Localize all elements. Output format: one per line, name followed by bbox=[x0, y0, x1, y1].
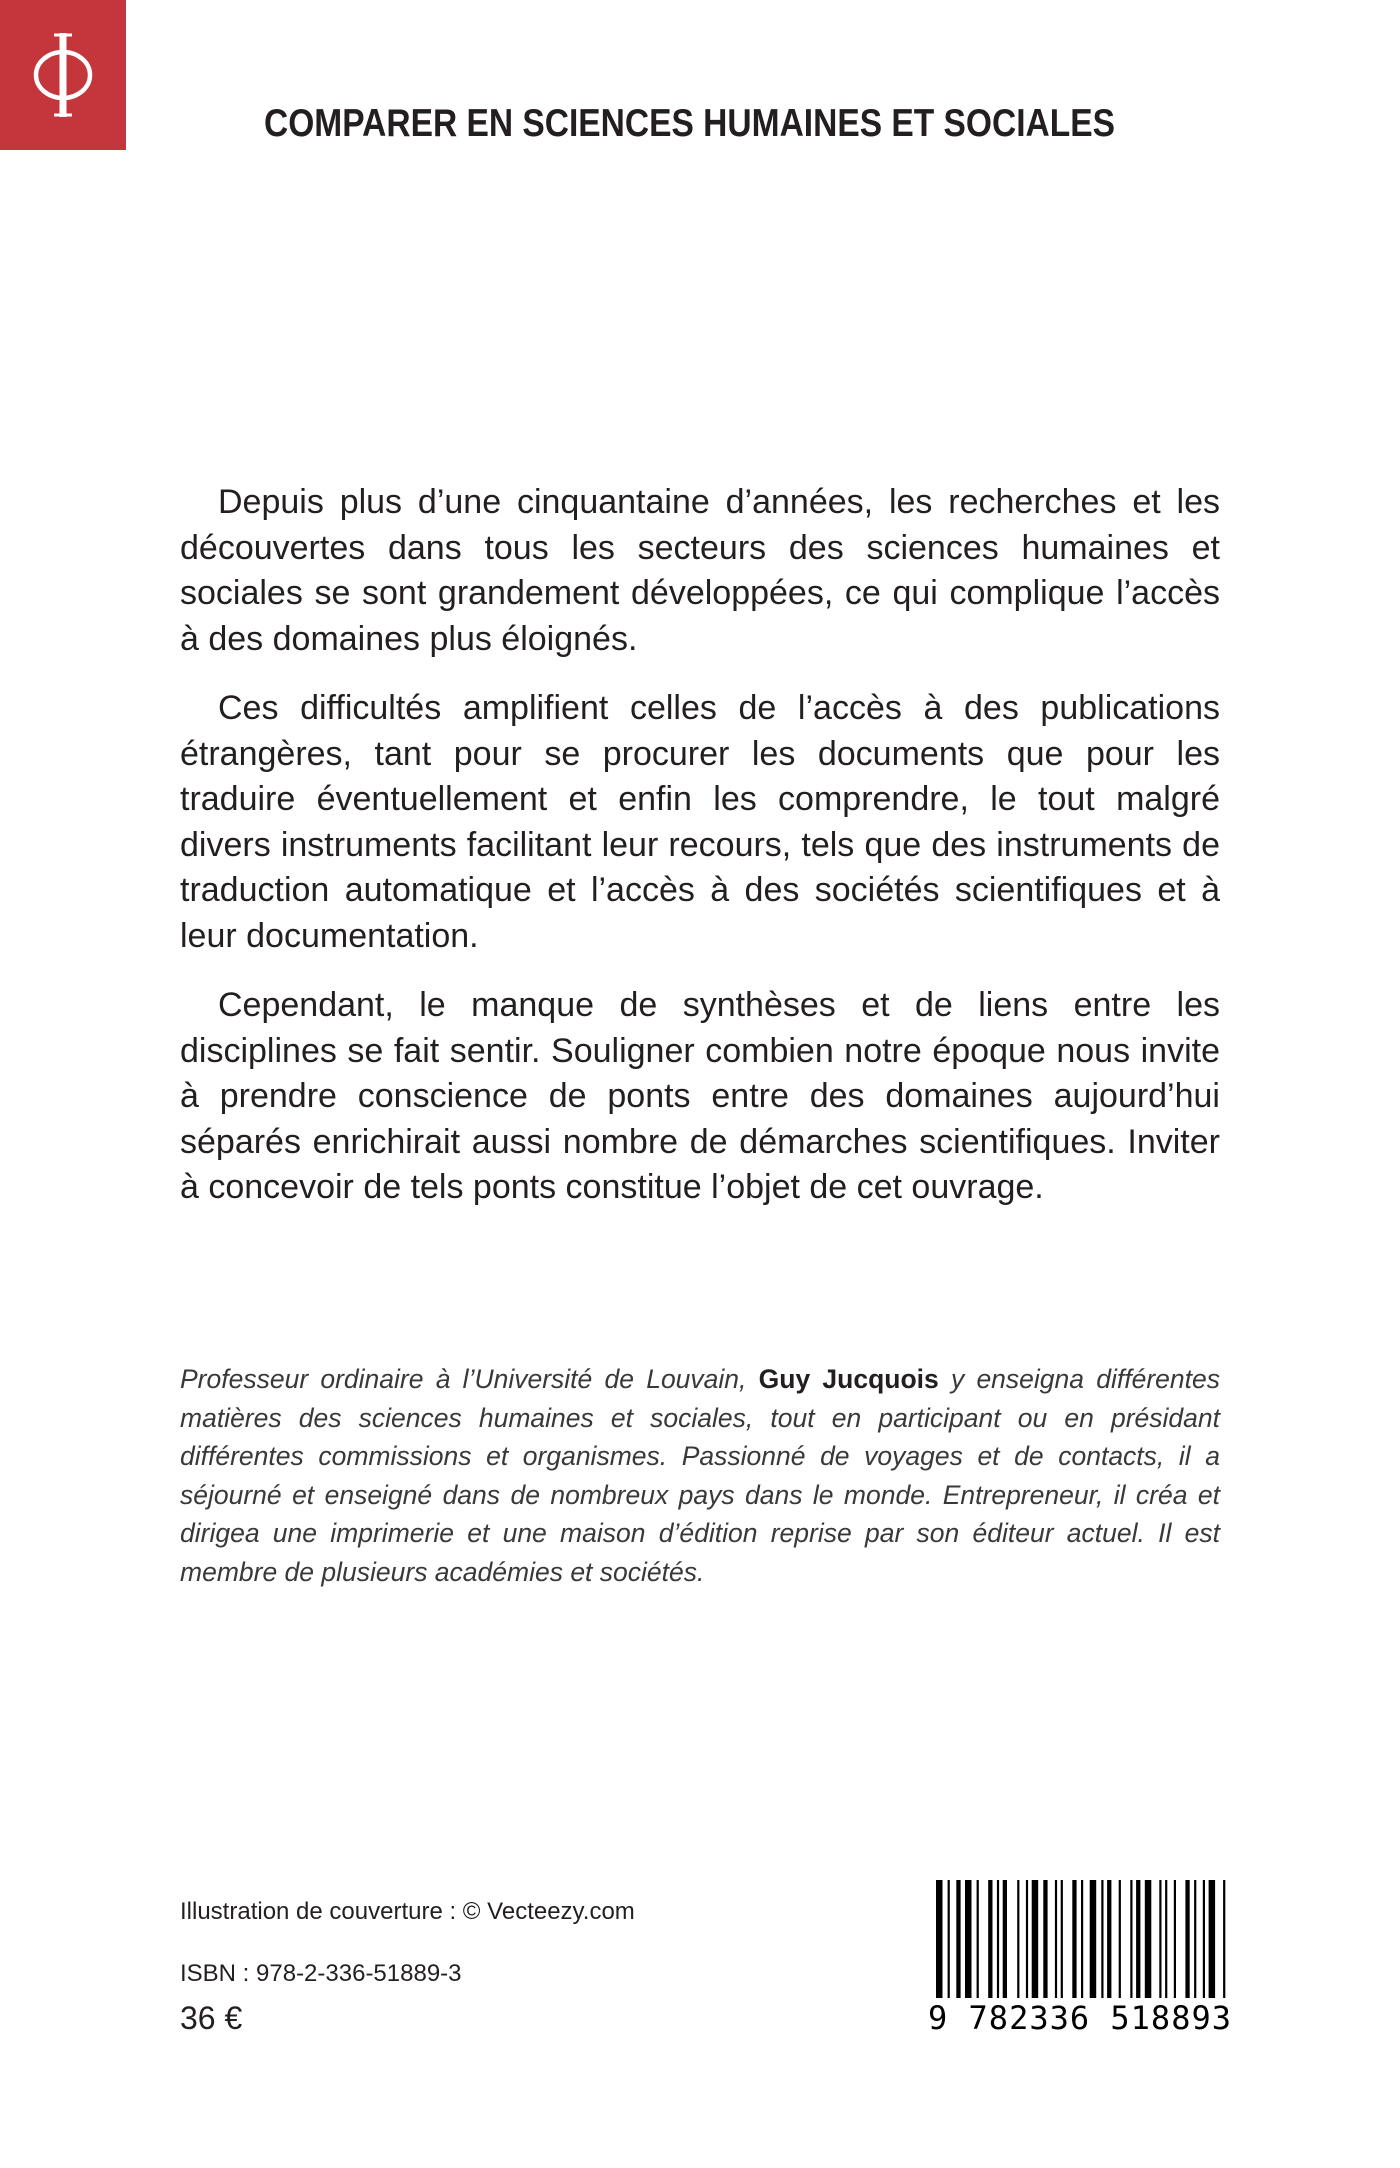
summary-text bbox=[180, 480, 1220, 1235]
series-title: COMPARER EN SCIENCES HUMAINES ET SOCIALES bbox=[264, 102, 1116, 145]
barcode-bar bbox=[1185, 1880, 1189, 1998]
barcode-bar bbox=[1055, 1880, 1057, 1998]
barcode-bar bbox=[977, 1880, 979, 1998]
isbn: ISBN : 978-2-336-51889-3 bbox=[180, 1960, 462, 1987]
barcode-bar bbox=[1165, 1880, 1167, 1998]
barcode-bar bbox=[1130, 1880, 1132, 1998]
barcode-bar bbox=[965, 1880, 972, 1998]
barcode-bar bbox=[1223, 1880, 1225, 1998]
author-name: Guy Jucquois bbox=[758, 1364, 939, 1394]
barcode-bar bbox=[1061, 1880, 1063, 1998]
cover-credit: Illustration de couverture : © Vecteezy.com bbox=[180, 1898, 635, 1925]
barcode-bar bbox=[1072, 1880, 1076, 1998]
bio-text-after: y enseigna différentes matières des sciences humaines et sociales, tout en participant ou en présidant différentes commissions et organismes. Passionné de voyages et de contacts, il a séjourné et enseigné dans de nombreux pays dans le monde. Entrepreneur, il créa et dirigea une imprimerie et une maison d’édition reprise par son éditeur actuel. Il est membre de plusieurs académies et sociétés. bbox=[180, 1364, 1220, 1587]
summary-paragraph: Cependant, le manque de synthèses et de liens entre les disciplines se fait sentir. Souligner combien notre époque nous invite à prendre conscience de ponts entre des domaines aujourd’hui séparés enrichirait aussi nombre de démarches scientifiques. Inviter à concevoir de tels ponts constitue l’objet de cet ouvrage. bbox=[180, 986, 1220, 1206]
barcode-bar bbox=[1090, 1880, 1097, 1998]
barcode-bar bbox=[997, 1880, 999, 1998]
barcode-bar bbox=[1026, 1880, 1028, 1998]
barcode-bar bbox=[1032, 1880, 1039, 1998]
summary-paragraph: Ces difficultés amplifient celles de l’accès à des publications étrangères, tant pour se procurer les documents que pour les traduire éventuellement et enfin les comprendre, le tout malgré divers instruments facilitant leur recours, tels que des instruments de traduction automatique et l’accès à des sociétés scientifiques et à leur documentation. bbox=[180, 689, 1220, 955]
barcode-bar bbox=[1107, 1880, 1111, 1998]
summary-paragraph: Depuis plus d’une cinquantaine d’années, les recherches et les découvertes dans tous les secteurs des sciences humaines et sociales se sont grandement développées, ce qui complique l’accès à des domaines plus éloignés. bbox=[180, 483, 1220, 658]
barcode-bar bbox=[988, 1880, 992, 1998]
barcode-bar bbox=[1194, 1880, 1196, 1998]
barcode-bar bbox=[1043, 1880, 1047, 1998]
barcode-bar bbox=[1119, 1880, 1121, 1998]
publisher-logo bbox=[0, 0, 126, 150]
barcode-bar bbox=[1209, 1880, 1216, 1998]
barcode-bar bbox=[1203, 1880, 1205, 1998]
phi-icon bbox=[28, 27, 98, 123]
barcode-bar bbox=[1159, 1880, 1161, 1998]
barcode-bar bbox=[1003, 1880, 1007, 1998]
barcode-bar bbox=[956, 1880, 960, 1998]
barcode-digits: 9 782336 518893 bbox=[928, 1998, 1238, 2038]
barcode-bar bbox=[1017, 1880, 1019, 1998]
barcode-bar bbox=[1081, 1880, 1083, 1998]
barcode-bar bbox=[1174, 1880, 1176, 1998]
barcode-bar bbox=[1136, 1880, 1140, 1998]
barcode-bar bbox=[1145, 1880, 1152, 1998]
bio-text-before: Professeur ordinaire à l’Université de Louvain, bbox=[180, 1364, 759, 1394]
price: 36 € bbox=[180, 2000, 243, 2036]
barcode-bar bbox=[1101, 1880, 1103, 1998]
author-bio bbox=[180, 1360, 1220, 1591]
